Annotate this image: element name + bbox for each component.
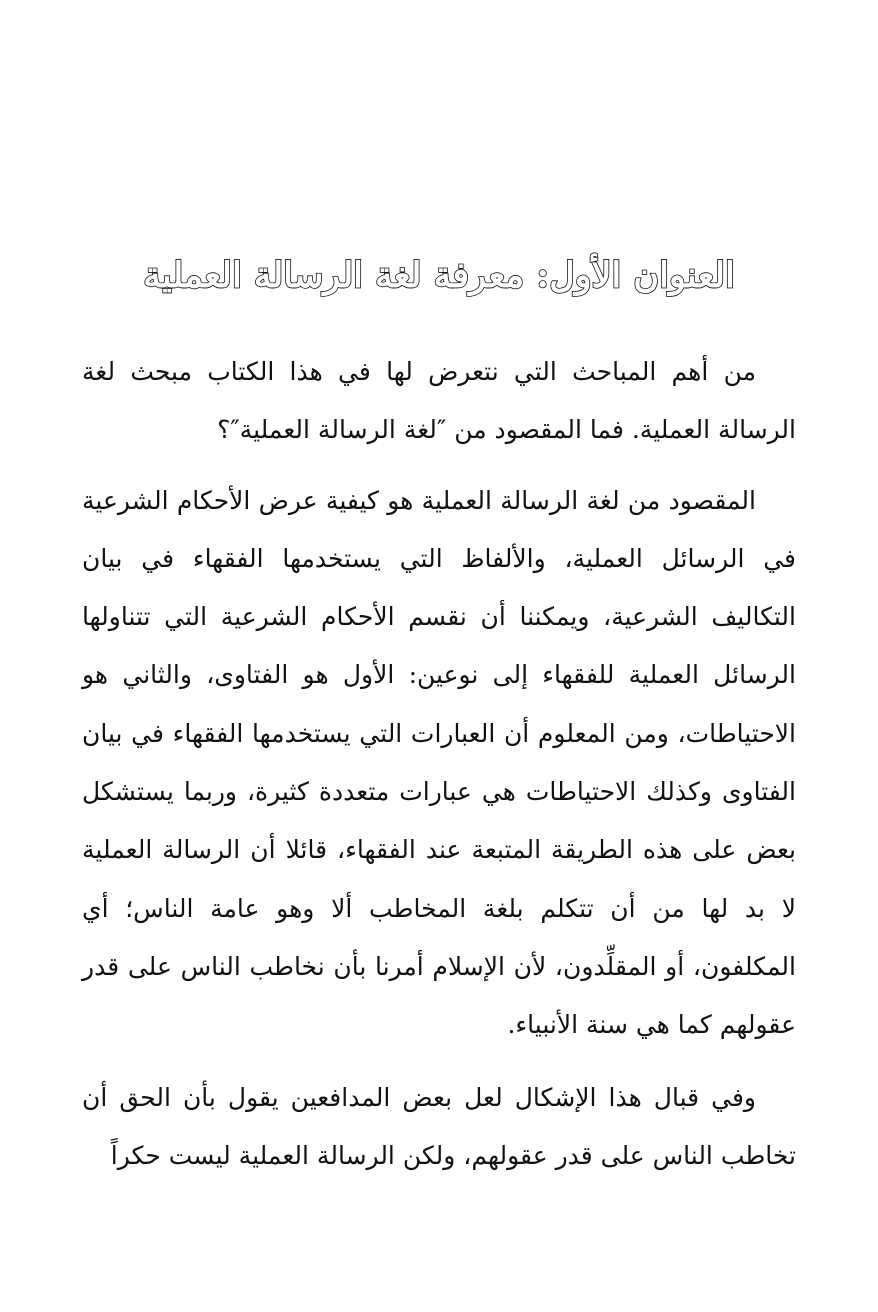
paragraph-2: المقصود من لغة الرسالة العملية هو كيفية عرض الأحكام الشرعية في الرسائل العملية، والألفاظ التي يستخدمها الفقهاء في بيان التكاليف الشرعية، ويمكننا أن نقسم الأحكام الشرعية التي تتناولها الرسائل العملية للفقهاء إلى نوعين: الأول هو الفتاوى، والثاني هو الاحتياطات، ومن المعلوم أن العبارات التي يستخدمها الفقهاء في بيان الفتاوى وكذلك الاحتياطات هي عبارات متعددة كثيرة، وربما يستشكل بعض على هذه الطريقة المتبعة عند الفقهاء، قائلا أن الرسالة العملية لا بد لها من أن تتكلم بلغة المخاطب ألا وهو عامة الناس؛ أي المكلفون، أو المقلِّدون، لأن الإسلام أمرنا بأن نخاطب الناس على قدر عقولهم كما هي سنة الأنبياء.: [82, 485, 796, 1040]
body-text: [82, 343, 796, 1185]
document-page: [82, 0, 796, 1312]
paragraph-3: وفي قبال هذا الإشكال لعل بعض المدافعين يقول بأن الحق أن تخاطب الناس على قدر عقولهم، ولكن الرسالة العملية ليست حكراً: [82, 1082, 796, 1170]
paragraph-1: من أهم المباحث التي نتعرض لها في هذا الكتاب مبحث لغة الرسالة العملية. فما المقصود من ″لغة الرسالة العملية″؟: [82, 357, 796, 445]
section-heading: العنوان الأول: معرفة لغة الرسالة العملية: [143, 255, 735, 296]
